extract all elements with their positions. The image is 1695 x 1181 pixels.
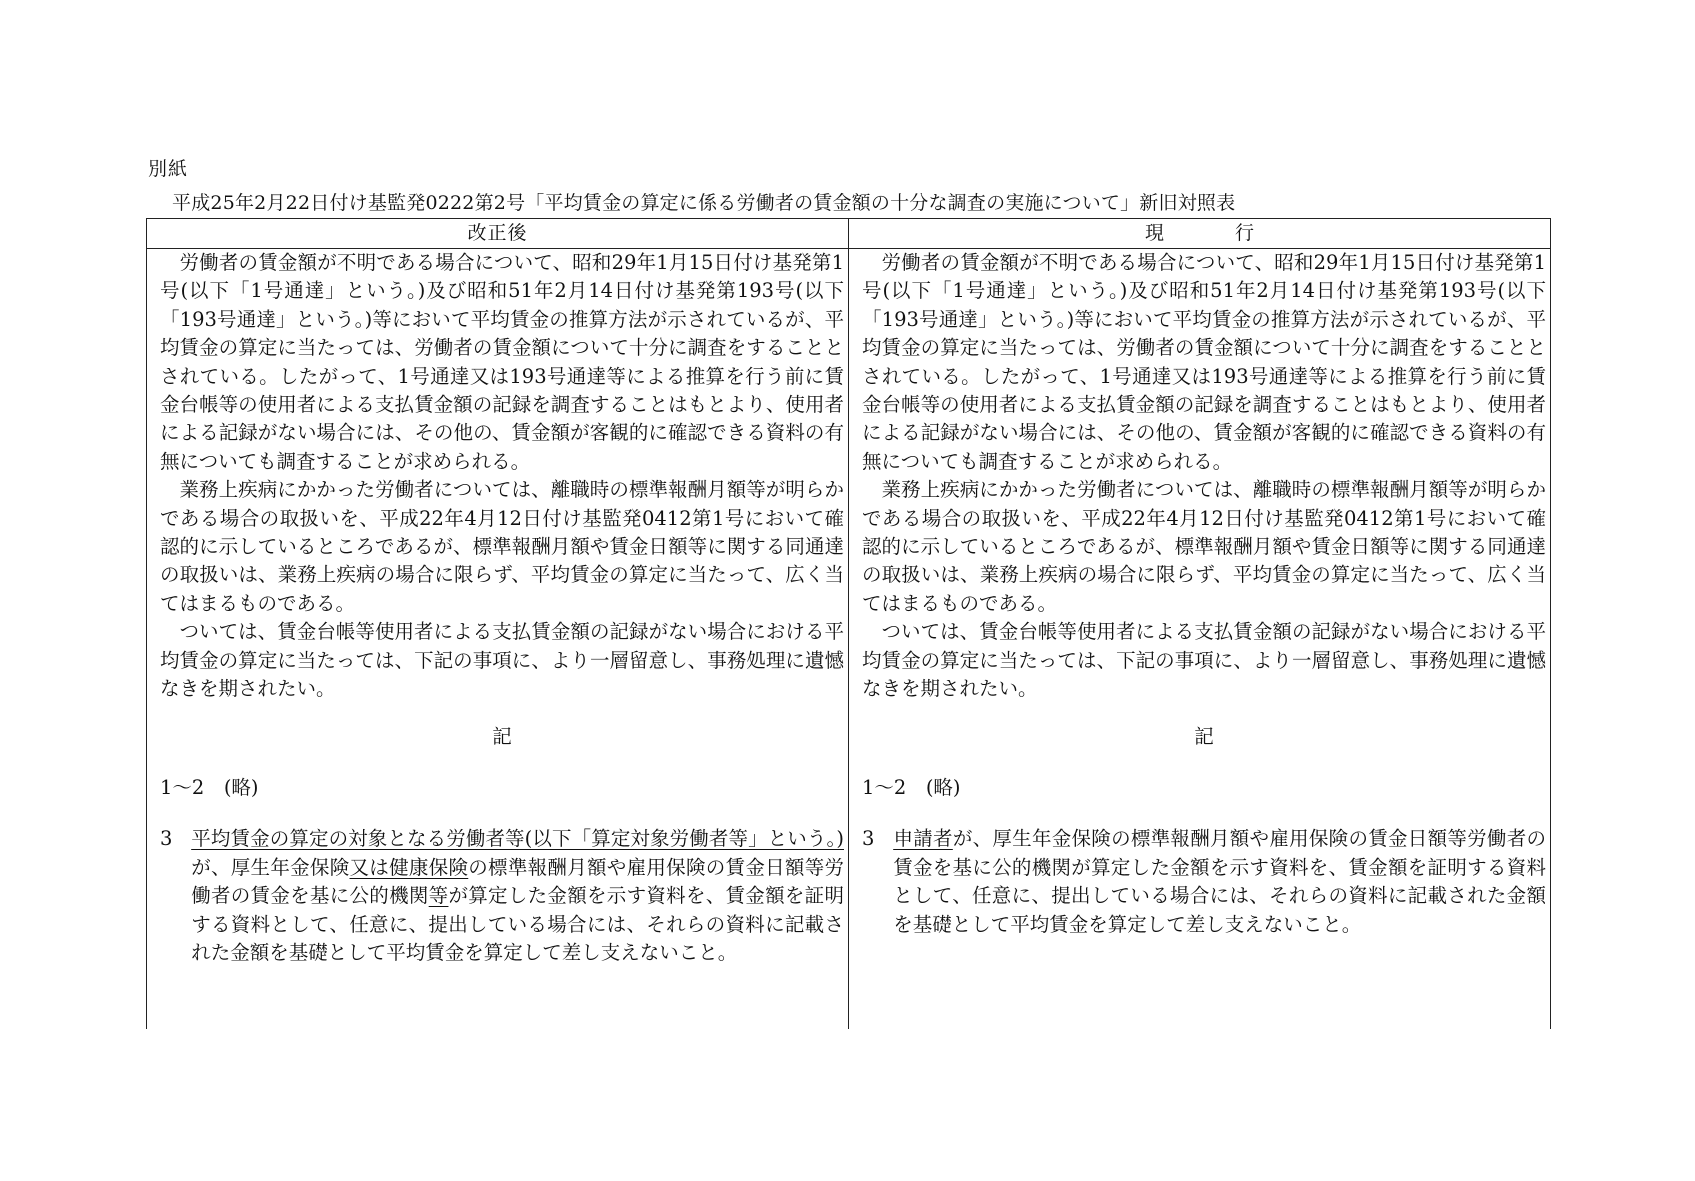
revised-item-3-text-b: の標準報酬月額や雇用保険の賃金日額等労働者の賃金を基に公的機関	[191, 855, 844, 908]
document-title: 平成25年2月22日付け基監発0222第2号「平均賃金の算定に係る労働者の賃金額の十分な調査の実施について」新旧対照表	[172, 192, 1236, 214]
current-paragraph-3: ついては、賃金台帳等使用者による支払賃金額の記録がない場合における平均賃金の算定に当たっては、下記の事項に、より一層留意し、事務処理に遺憾なきを期されたい。	[862, 620, 1546, 701]
revised-ki-heading: 記	[492, 724, 512, 748]
revised-item-3-number: 3	[160, 827, 173, 851]
revised-paragraph-2: 業務上疾病にかかった労働者については、離職時の標準報酬月額等が明らかである場合の取扱いを、平成22年4月12日付け基監発0412第1号において確認的に示しているところであるが、標準報酬月額や賃金日額等に関する同通達の取扱いは、業務上疾病の場合に限らず、平均賃金の算定に当たって、広く当てはまるものである。	[160, 478, 844, 615]
header-revised: 改正後	[467, 222, 528, 244]
current-item-3-underlined-applicant: 申請者	[893, 827, 953, 851]
revised-paragraph-1: 労働者の賃金額が不明である場合について、昭和29年1月15日付け基発第1号(以下「1号通達」という。)及び昭和51年2月14日付け基発第193号(以下「193号通達」という。)等において平均賃金の推算方法が示されているが、平均賃金の算定に当たっては、労働者の賃金額について十分に調査をすることとされている。したがって、1号通達又は193号通達等による推算を行う前に賃金台帳等の使用者による支払賃金額の記録を調査することはもとより、使用者による記録がない場合には、その他の、賃金額が客観的に確認できる資料の有無についても調査することが求められる。	[160, 251, 844, 473]
revised-column	[160, 249, 844, 967]
revised-paragraph-3: ついては、賃金台帳等使用者による支払賃金額の記録がない場合における平均賃金の算定に当たっては、下記の事項に、より一層留意し、事務処理に遺憾なきを期されたい。	[160, 620, 844, 701]
header-current: 現 行	[1144, 222, 1280, 244]
current-ki-heading: 記	[1194, 724, 1214, 748]
revised-item-3-text-c: が算定した金額を示す資料を、賃金額を証明する資料として、任意に、提出している場合には、それらの資料に記載された金額を基礎として平均賃金を算定して差し支えないこと。	[191, 884, 844, 964]
revised-item-3-underlined-health: 又は健康保険	[349, 855, 469, 879]
revised-item-3-text-a: が、厚生年金保険	[191, 855, 350, 879]
comparison-table	[146, 218, 1551, 1029]
current-item-1-2: 1～2 (略)	[862, 775, 961, 799]
attachment-label: 別紙	[148, 158, 189, 180]
revised-item-1-2: 1～2 (略)	[160, 775, 259, 799]
current-paragraph-2: 業務上疾病にかかった労働者については、離職時の標準報酬月額等が明らかである場合の取扱いを、平成22年4月12日付け基監発0412第1号において確認的に示しているところであるが、標準報酬月額や賃金日額等に関する同通達の取扱いは、業務上疾病の場合に限らず、平均賃金の算定に当たって、広く当てはまるものである。	[862, 478, 1546, 615]
current-paragraph-1: 労働者の賃金額が不明である場合について、昭和29年1月15日付け基発第1号(以下「1号通達」という。)及び昭和51年2月14日付け基発第193号(以下「193号通達」という。)等において平均賃金の推算方法が示されているが、平均賃金の算定に当たっては、労働者の賃金額について十分に調査をすることとされている。したがって、1号通達又は193号通達等による推算を行う前に賃金台帳等の使用者による支払賃金額の記録を調査することはもとより、使用者による記録がない場合には、その他の、賃金額が客観的に確認できる資料の有無についても調査することが求められる。	[862, 251, 1546, 473]
column-divider	[848, 219, 849, 1029]
current-item-3-text: が、厚生年金保険の標準報酬月額や雇用保険の賃金日額等労働者の賃金を基に公的機関が算定した金額を示す資料を、賃金額を証明する資料として、任意に、提出している場合には、それらの資料に記載された金額を基礎として平均賃金を算定して差し支えないこと。	[893, 827, 1546, 936]
revised-item-3	[160, 825, 844, 967]
current-column	[862, 249, 1546, 939]
current-item-3	[862, 825, 1546, 939]
current-item-3-number: 3	[862, 827, 875, 851]
revised-item-3-underlined-etc: 等	[428, 884, 449, 908]
revised-item-3-underlined-subject: 平均賃金の算定の対象となる労働者等(以下「算定対象労働者等」という。)	[191, 827, 844, 851]
